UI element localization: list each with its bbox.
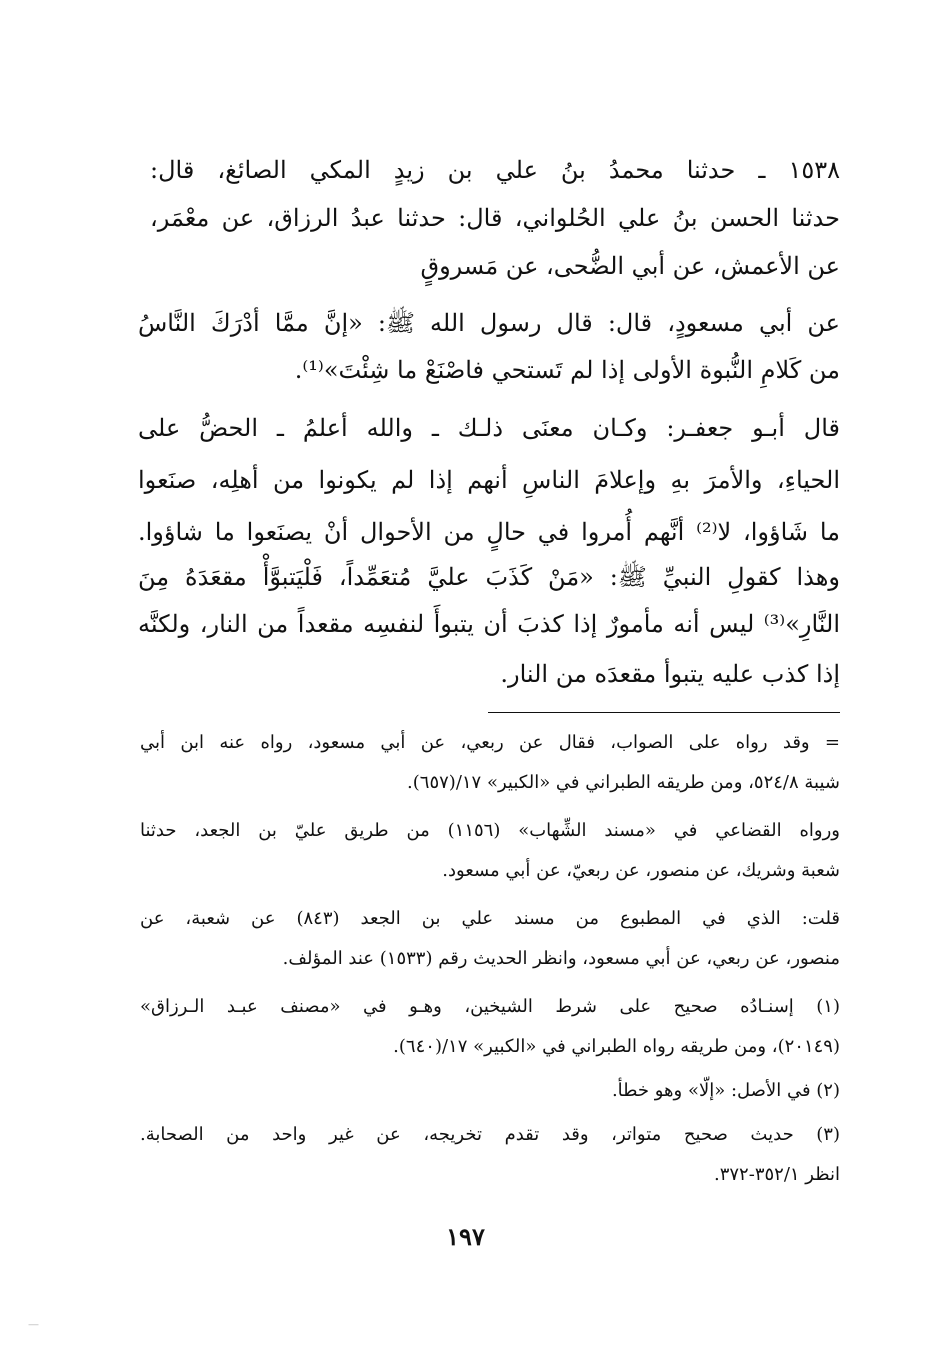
footnote-2: (٢) في الأصل: «إلّا» وهو خطأ.: [611, 1080, 840, 1101]
commentary-line-5: النَّارِ»⁽³⁾ ليس أنه مأمورٌ إذا كذبَ أن يتبوأَ لنفسِه مقعداً من النار، ولكنَّه: [138, 610, 840, 638]
footnote-qudai-line-1: ورواه القضاعي في «مسند الشِّهاب» (١١٥٦) من طريق عليّ بن الجعد، حدثنا: [140, 820, 840, 841]
footnote-separator: [488, 712, 840, 713]
edge-mark: —: [28, 1318, 39, 1331]
commentary-line-2: الحياءِ، والأمرَ بهِ وإعلامَ الناسِ أنهم إذا لم يكونوا من أهلِه، صنَعوا: [138, 466, 840, 494]
matn-line-1: عن أبي مسعودٍ، قال: قال رسول الله ﷺ: «إنَّ ممَّا أدْرَكَ النَّاسُ: [138, 309, 840, 337]
isnad-line-1: ١٥٣٨ ـ حدثنا محمدُ بنُ علي بن زيدٍ المكي الصائغ، قال:: [150, 156, 840, 184]
isnad-line-3: عن الأعمش، عن أبي الضُّحى، عن مَسروقٍ: [420, 252, 840, 280]
footnote-qultu-line-1: قلت: الذي في المطبوع من مسند علي بن الجعد (٨٤٣) عن شعبة، عن: [140, 908, 841, 929]
footnote-3-line-2: انظر ٣٥٢/١-٣٧٢.: [713, 1164, 840, 1185]
footnote-1-line-1: (١) إسنـادُه صحيح على شرط الشيخين، وهـو في «مصنف عبـد الـرزاق»: [140, 996, 840, 1017]
footnote-qultu-line-2: منصور، عن ربعي، عن أبي مسعود، وانظر الحديث رقم (١٥٣٣) عند المؤلف.: [282, 948, 840, 969]
footnote-continuation-line-1: = وقد رواه على الصواب، فقال عن ربعي، عن أبي مسعود، رواه عنه ابن أبي: [140, 732, 840, 753]
commentary-line-1: قال أبـو جعفـر: وكـان معنَى ذلـك ـ والله أعلمُ ـ الحضُّ على: [138, 414, 840, 442]
commentary-line-3: ما شَاؤوا، لا⁽²⁾ أنَّهم أُمروا في حالٍ من الأحوال أنْ يصنَعوا ما شاؤوا.: [138, 518, 840, 546]
matn-line-2: من كَلامِ النُّبوة الأولى إذا لم تَستحي فاصْنَعْ ما شِئْتَ»⁽¹⁾.: [294, 356, 840, 384]
commentary-line-6: إذا كذب عليه يتبوأ مقعدَه من النار.: [500, 660, 840, 688]
footnote-qudai-line-2: شعبة وشريك، عن منصور، عن ربعيّ، عن أبي مسعود.: [442, 860, 840, 881]
page-number: ١٩٧: [446, 1222, 485, 1251]
isnad-line-2: حدثنا الحسن بنُ علي الحُلواني، قال: حدثنا عبدُ الرزاق، عن معْمَر،: [150, 204, 840, 232]
footnote-continuation-line-2: شيبة ٥٢٤/٨، ومن طريقه الطبراني في «الكبير» ١٧/(٦٥٧).: [407, 772, 840, 793]
commentary-line-4: وهذا كقولِ النبيِّ ﷺ: «مَنْ كَذَبَ عليَّ مُتعَمِّداً، فَلْيَتبوَّأْ مقعَدَهُ مِنَ: [138, 563, 840, 591]
footnote-3-line-1: (٣) حديث صحيح متواتر، وقد تقدم تخريجه، عن غير واحد من الصحابة.: [140, 1124, 840, 1145]
footnote-1-line-2: (٢٠١٤٩)، ومن طريقه رواه الطبراني في «الكبير» ١٧/(٦٤٠).: [393, 1036, 840, 1057]
